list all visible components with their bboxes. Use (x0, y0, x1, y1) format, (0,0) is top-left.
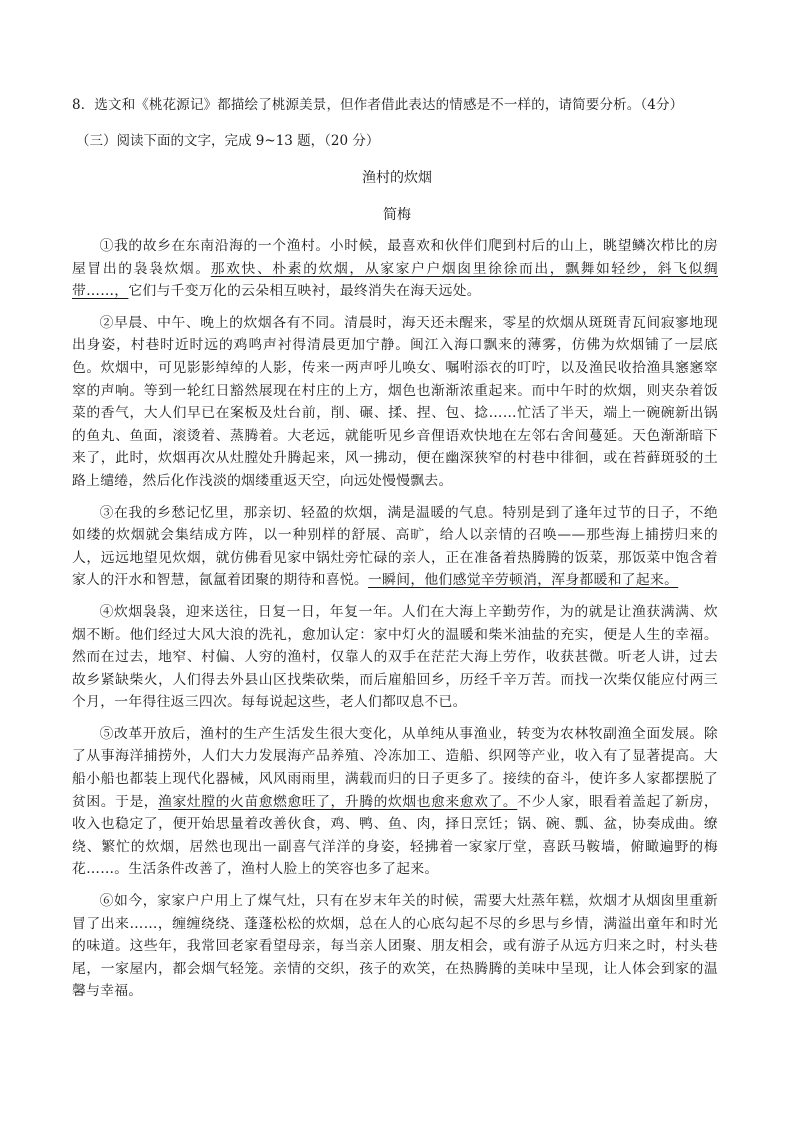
paragraph-2: ②早晨、中午、晚上的炊烟各有不同。清晨时，海天还未醒来，零星的炊烟从斑斑青瓦间寂寥地现出身姿，村巷时近时远的鸡鸣声衬得清晨更加宁静。闽江入海口飘来的薄雾，仿佛为炊烟铺了一层底色。炊烟中，可见影影绰绰的人影，传来一两声呼儿唤女、嘱咐添衣的叮咛，以及渔民收拾渔具窸窸窣窣的声响。等到一轮红日豁然展现在村庄的上方，烟色也渐渐浓重起来。而中午时的炊烟，则夹杂着饭菜的香气，大人们早已在案板及灶台前，削、碾、揉、捏、包、捻……忙活了半天，端上一碗碗新出锅的鱼丸、鱼面，滚烫着、蒸腾着。大老远，就能听见乡音俚语欢快地在左邻右舍间蔓延。天色渐渐暗下来了，此时，炊烟再次从灶膛处升腾起来，风一拂动，便在幽深狭窄的村巷中徘徊，或在苔藓斑驳的土路上缱绻，然后化作浅淡的烟缕重返天空，向远处慢慢飘去。 (72, 314, 718, 489)
paragraph-1-text-a: ①我的故乡在东南沿海的一个渔村。小时候，最喜欢和伙伴们爬到村后的山上，眺望鳞次栉比的房屋冒出的袅袅炊烟。 (72, 238, 718, 277)
paragraph-1-text-b: 它们与千变万化的云朵相互映衬，最终消失在海天远处。 (128, 283, 481, 300)
paragraph-5-text-b: 不少人家，眼看着盖起了新房，收入也稳定了，便开始思量着改善伙食，鸡、鸭、鱼、肉，择日烹饪；锅、碗、瓢、盆，协奏成曲。缭绕、繁忙的炊烟，居然也现出一副喜气洋洋的身姿，轻拂着一家家厅堂，喜跃马鞍墙，俯瞰遍野的梅花……。生活条件改善了，渔村人脸上的笑容也多了起来。 (72, 793, 718, 878)
paragraph-3-text-a: ③在我的乡愁记忆里，那亲切、轻盈的炊烟，满是温暖的气息。特别是到了逢年过节的日子，不绝如缕的炊烟就会集结成方阵，以一种别样的舒展、高旷，给人以亲情的召唤——那些海上捕捞归来的人，远远地望见炊烟，就仿佛看见家中锅灶旁忙碌的亲人，正在准备着热腾腾的饭菜，那饭菜中饱含着家人的汗水和智慧，氤氲着团聚的期待和喜悦。 (72, 504, 718, 589)
paragraph-3-underlined: 一瞬间，他们感觉辛劳顿消，浑身都暖和了起来。 (368, 572, 679, 589)
question-8: 8．选文和《桃花源记》都描绘了桃源美景，但作者借此表达的情感是不一样的，请简要分析。（4分） (72, 97, 684, 113)
paragraph-5 (72, 723, 718, 881)
section-header: （三）阅读下面的文字，完成 9~13 题，（20 分） (76, 133, 380, 149)
paragraph-4: ④炊烟袅袅，迎来送往，日复一日，年复一年。人们在大海上辛勤劳作，为的就是让渔获满满、炊烟不断。他们经过大风大浪的洗礼，愈加认定：家中灯火的温暖和柴米油盐的充实，便是人生的幸福。然而在过去，地窄、村偏、人穷的渔村，仅靠人的双手在茫茫大海上劳作，收获甚微。听老人讲，过去故乡紧缺柴火，人们得去外县山区找柴砍柴，而后雇船回乡，历经千辛万苦。而找一次柴仅能应付两三个月，一年得往返三四次。每每说起这些，老人们都叹息不已。 (72, 603, 718, 711)
paragraph-3 (72, 502, 718, 592)
article-body (72, 235, 718, 1012)
paragraph-5-underlined: 渔家灶膛的火苗愈燃愈旺了，升腾的炊烟也愈来愈欢了。 (158, 793, 518, 810)
paragraph-1 (72, 235, 718, 303)
article-title: 渔村的炊烟 (362, 170, 432, 186)
article-author: 简梅 (383, 207, 411, 223)
paragraph-6: ⑥如今，家家户户用上了煤气灶，只有在岁末年关的时候，需要大灶蒸年糕，炊烟才从烟囱里重新冒了出来……，缠缠绕绕、蓬蓬松松的炊烟，总在人的心底勾起不尽的乡思与乡情，满溢出童年和时光的味道。这些年，我常回老家看望母亲，每当亲人团聚、朋友相会，或有游子从远方归来之时，村头巷尾，一家屋内，都会烟气轻笼。亲情的交织，孩子的欢笑，在热腾腾的美味中呈现，让人体会到家的温馨与幸福。 (72, 893, 718, 1000)
paragraph-5-text-a: ⑤改革开放后，渔村的生产生活发生很大变化，从单纯从事渔业，转变为农林牧副渔全面发展。除了从事海洋捕捞外，人们大力发展海产品养殖、冷冻加工、造船、织网等产业，收入有了显著提高。大船小船也都装上现代化器械，风风雨雨里，满载而归的日子更多了。接续的奋斗，使许多人家都摆脱了贫困。于是， (72, 725, 718, 810)
paragraph-1-underlined: 那欢快、朴素的炊烟，从家家户户烟囱里徐徐而出，飘舞如轻纱，斜飞似绸带……， (72, 260, 718, 300)
